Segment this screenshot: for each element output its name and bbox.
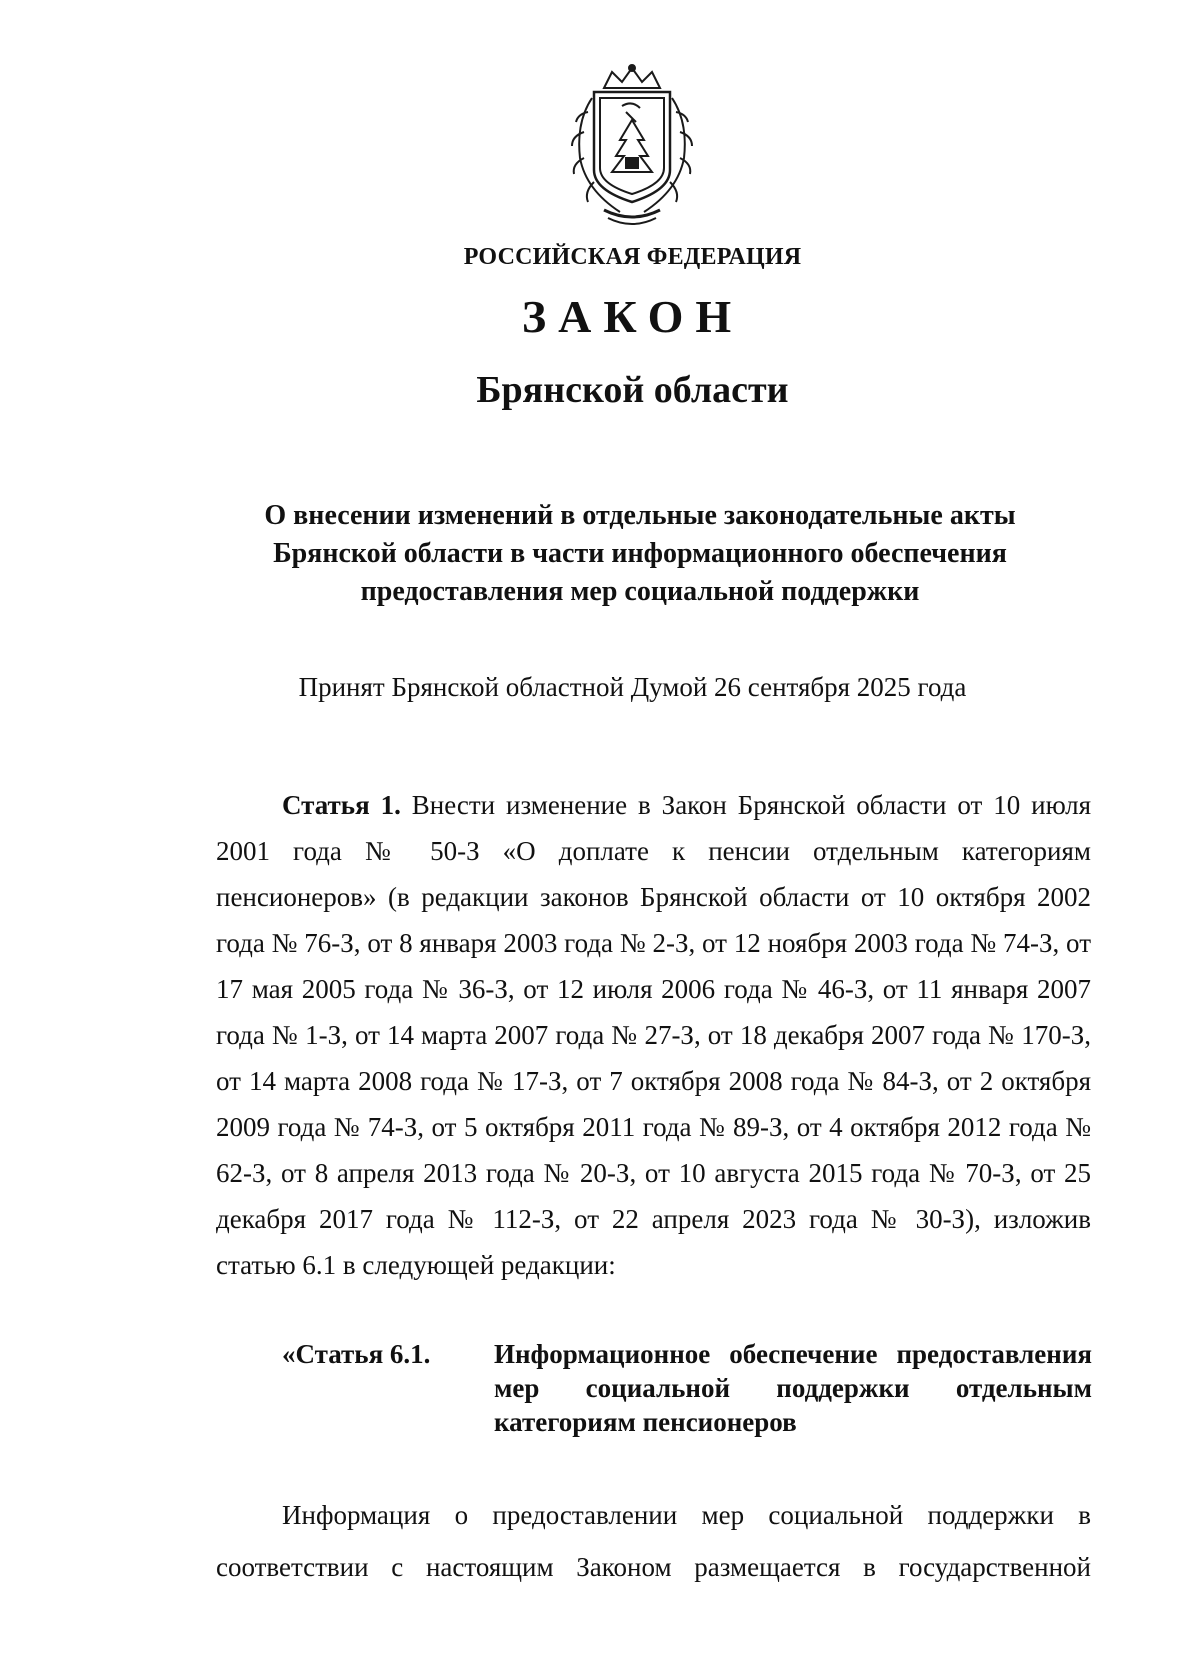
article-1-text: Внести изменение в Закон Брянской области от 10 июля 2001 года № 50-З «О доплате к пенсии отдельным категориям пенсионеров» (в редакции законов Брянской области от 10 октября 2002 года № 76-З, от 8 января 2003 года № 2-З, от 12 ноября 2003 года № 74-З, от 17 мая 2005 года № 36-З, от 12 июля 2006 года № 46-З, от 11 января 2007 года № 1-З, от 14 марта 2007 года № 27-З, от 18 декабря 2007 года № 170-З, от 14 марта 2008 года № 17-З, от 7 октября 2008 года № 84-З, от 2 октября 2009 года № 74-З, от 5 октября 2011 года № 89-З, от 4 октября 2012 года № 62-З, от 8 апреля 2013 года № 20-З, от 10 августа 2015 года № 70-З, от 25 декабря 2017 года № 112-З, от 22 апреля 2023 года № 30-З), изложив статью 6.1 в следующей редакции: — [216, 790, 1091, 1280]
country-name: РОССИЙСКАЯ ФЕДЕРАЦИЯ — [463, 244, 802, 270]
bryansk-coat-of-arms-icon — [564, 62, 700, 230]
region-name: Брянской области — [476, 369, 789, 411]
article-1-label: Статья 1. — [282, 790, 401, 820]
article-6-1-heading: Информационное обеспечение предоставления мер социальной поддержки отдельным категориям пенсионеров — [494, 1339, 1092, 1437]
article-6-1-text: Информация о предоставлении мер социальной поддержки в соответствии с настоящим Законом размещается в государственной — [216, 1500, 1091, 1582]
article-1 — [216, 782, 1091, 1288]
law-title: О внесении изменений в отдельные законодательные акты Брянской области в части информационного обеспечения предоставления мер социальной поддержки — [264, 500, 1016, 607]
article-6-1-label: «Статья 6.1. — [282, 1339, 431, 1369]
document-type: ЗАКОН — [521, 291, 744, 342]
adoption-statement: Принят Брянской областной Думой 26 сентября 2025 года — [298, 672, 967, 702]
